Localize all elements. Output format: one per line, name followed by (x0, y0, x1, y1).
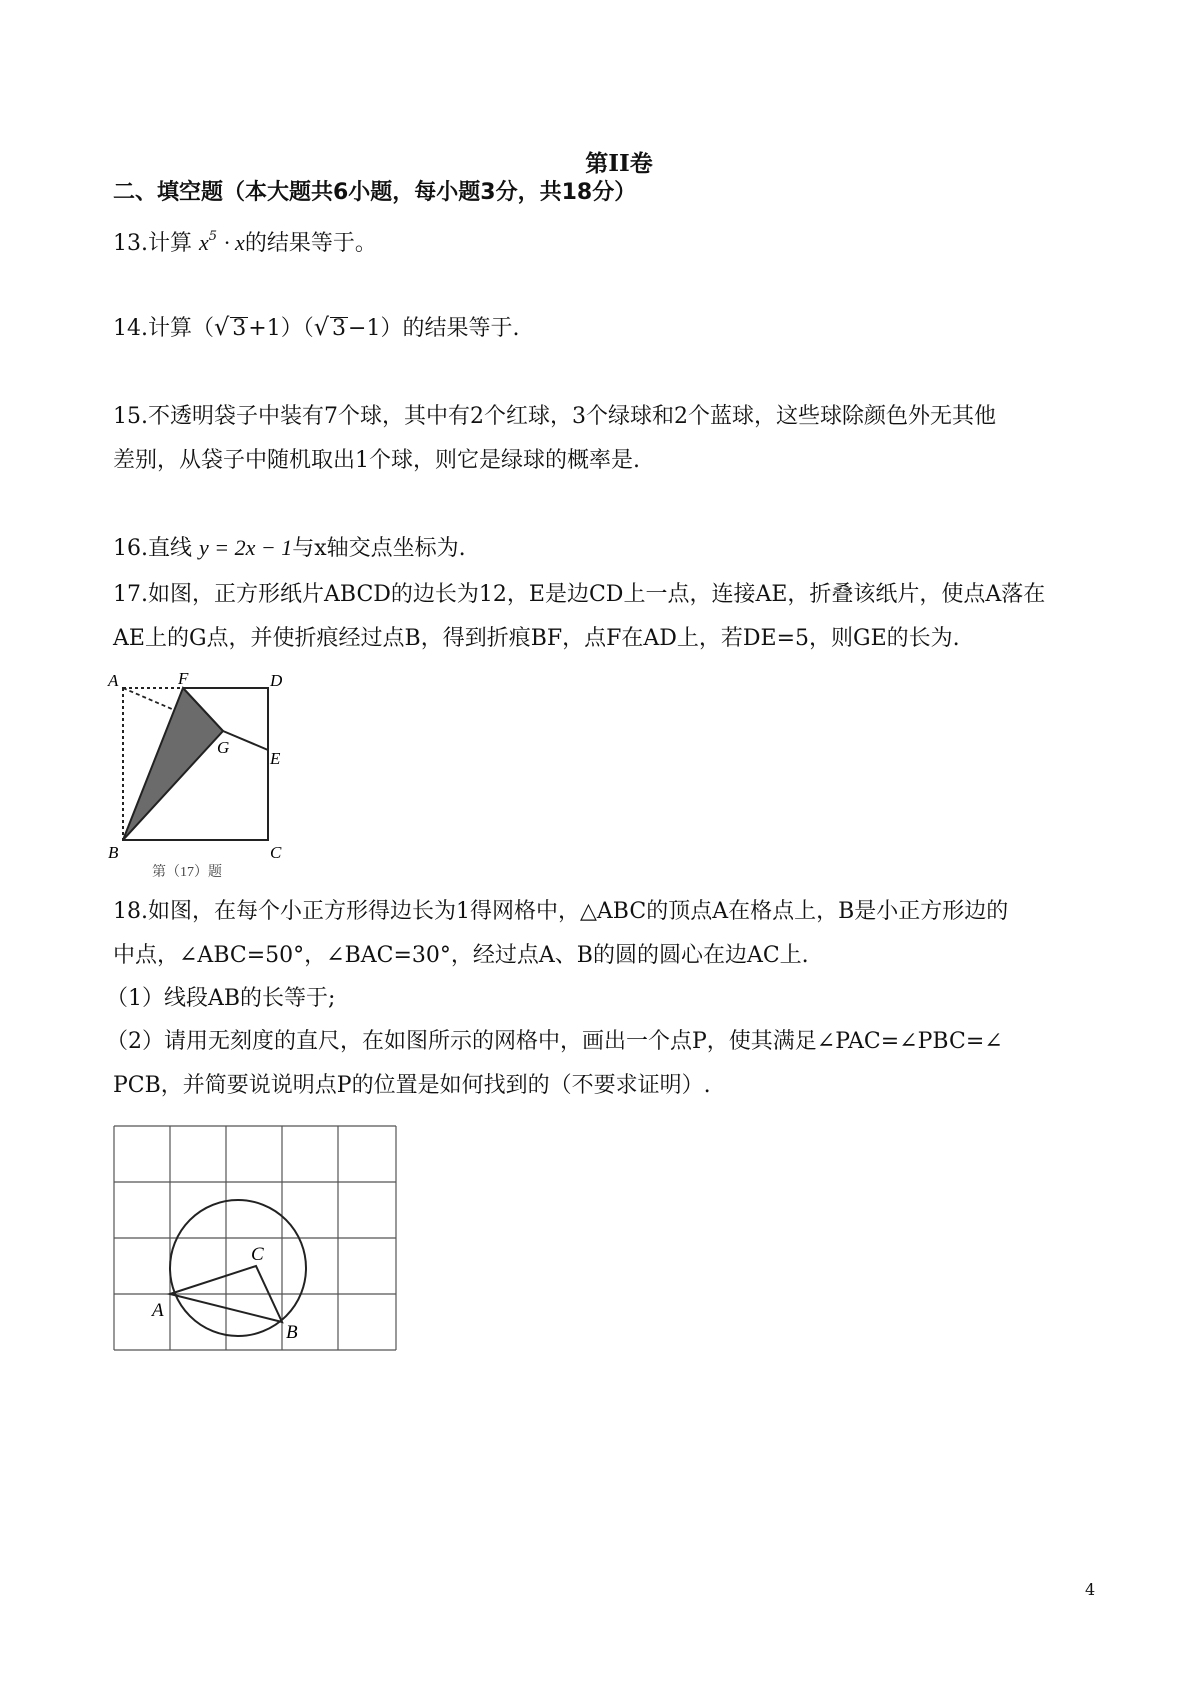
q16-prefix: 16.直线 (113, 536, 192, 561)
label-d: D (270, 671, 283, 690)
question-13 (113, 222, 377, 259)
label-c: C (270, 843, 282, 862)
label-e: E (270, 749, 281, 768)
label-a: A (108, 671, 119, 690)
figure-18-grid (108, 1120, 408, 1360)
q14-part2-rest: −1）的结果等于. (348, 316, 520, 341)
q14-radical-sign-2: √ (313, 313, 330, 341)
q14-radical-sign-1: √ (214, 313, 230, 341)
q14-prefix: 14.计算（ (113, 316, 214, 341)
question-18-line-2: 中点，∠ABC=50°，∠BAC=30°，经过点A、B的圆的圆心在边AC上. (113, 943, 809, 968)
page-title: 第II卷 (585, 150, 653, 177)
question-18-part-1: （1）线段AB的长等于; (106, 986, 336, 1011)
question-18-part-2-line-2: PCB，并简要说说明点P的位置是如何找到的（不要求证明）. (113, 1073, 711, 1098)
q14-radicand-2: 3 (332, 316, 347, 341)
q16-suffix: 与x轴交点坐标为. (292, 536, 466, 561)
question-17-line-1: 17.如图，正方形纸片ABCD的边长为12，E是边CD上一点，连接AE，折叠该纸片，使点A落在 (113, 582, 1046, 607)
page-number: 4 (1085, 1580, 1096, 1599)
label-g: G (217, 738, 230, 757)
circle-through-a-b (170, 1200, 306, 1336)
q13-expr-rest: · x (224, 230, 245, 255)
question-18-part-2-line-1: （2）请用无刻度的直尺，在如图所示的网格中，画出一个点P，使其满足∠PAC=∠PBC=∠ (106, 1029, 1003, 1054)
question-15-line-2: 差别，从袋子中随机取出1个球，则它是绿球的概率是. (113, 448, 640, 473)
figure-17 (100, 668, 310, 883)
figure-17-caption: 第（17）题 (152, 865, 222, 880)
label-b: B (286, 1322, 298, 1343)
section-heading: 二、填空题（本大题共6小题，每小题3分，共18分） (113, 180, 637, 205)
q13-expr-exp: 5 (208, 229, 218, 244)
q13-expr-base: x (199, 230, 209, 255)
question-15-line-1: 15.不透明袋子中装有7个球，其中有2个红球，3个绿球和2个蓝球，这些球除颜色外无其他 (113, 404, 996, 429)
question-16 (113, 533, 466, 564)
q14-radicand-1: 3 (232, 316, 247, 341)
question-18-line-1: 18.如图，在每个小正方形得边长为1得网格中，△ABC的顶点A在格点上，B是小正方形边的 (113, 899, 1009, 924)
label-b: B (108, 843, 119, 862)
q13-suffix: 的结果等于。 (244, 231, 377, 256)
label-c: C (251, 1244, 264, 1265)
question-14 (113, 312, 519, 344)
q16-expr: y = 2x − 1 (199, 535, 293, 560)
q14-part1-rest: +1）（ (248, 316, 314, 341)
segment-ge (223, 731, 268, 750)
question-17-line-2: AE上的G点，并使折痕经过点B，得到折痕BF，点F在AD上，若DE=5，则GE的长为. (113, 626, 960, 651)
triangle-bfg (123, 688, 223, 840)
label-f: F (178, 669, 189, 688)
label-a: A (152, 1300, 164, 1321)
q13-prefix: 13.计算 (113, 231, 192, 256)
